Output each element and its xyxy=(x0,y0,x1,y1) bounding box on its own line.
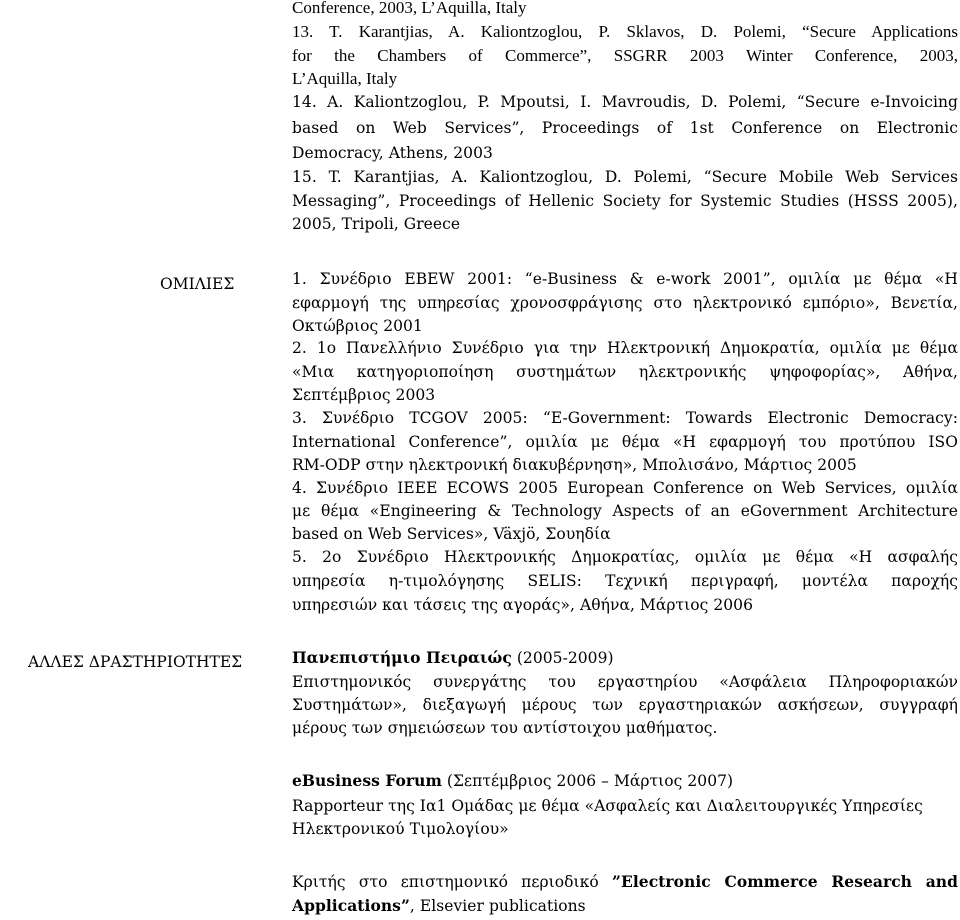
publication-line: based on Web Services”, Proceedings of 1st Conference on Electronic xyxy=(292,119,958,137)
talk-line: 2. 1ο Πανελλήνιο Συνέδριο για την Ηλεκτρονική Δημοκρατία, ομιλία με θέμα xyxy=(292,339,958,357)
talk-line: RM-ODP στην ηλεκτρονική διακυβέρνηση», Μπολισάνο, Μάρτιος 2005 xyxy=(292,456,857,474)
activity-org: eBusiness Forum xyxy=(292,771,442,790)
publication-line: 14. A. Kaliontzoglou, P. Mpoutsi, I. Mavroudis, D. Polemi, “Secure e-Invoicing xyxy=(292,93,958,111)
talk-line: εφαρμογή της υπηρεσίας χρονοσφράγισης στο ηλεκτρονικό εμπόριο», Βενετία, xyxy=(292,294,958,312)
talk-line: Σεπτέμβριος 2003 xyxy=(292,386,436,404)
talk-line: «Μια κατηγοριοποίηση συστημάτων ηλεκτρονικής ψηφοφορίας», Αθήνα, xyxy=(292,363,958,381)
publication-line: 15. T. Karantjias, A. Kaliontzoglou, D. Polemi, “Secure Mobile Web Services xyxy=(292,168,958,186)
activity-period: (Σεπτέμβριος 2006 – Μάρτιος 2007) xyxy=(441,772,734,790)
activity-line xyxy=(292,895,586,917)
publication-line: Democracy, Athens, 2003 xyxy=(292,144,493,162)
activity-heading xyxy=(292,647,614,669)
activity-line: Rapporteur της Ια1 Ομάδας με θέμα «Ασφαλείς και Διαλειτουργικές Υπηρεσίες xyxy=(292,797,923,815)
publication-line: Messaging”, Proceedings of Hellenic Society for Systemic Studies (HSSS 2005), xyxy=(292,192,958,210)
activity-period: (2005-2009) xyxy=(511,649,614,667)
publication-line: for the Chambers of Commerce”, SSGRR 2003 Winter Conference, 2003, xyxy=(292,46,958,65)
other-activities-section-label: ΑΛΛΕΣ ΔΡΑΣΤΗΡΙΟΤΗΤΕΣ xyxy=(28,653,243,671)
talk-line: 1. Συνέδριο EBEW 2001: “e-Business & e-work 2001”, ομιλία με θέμα «Η xyxy=(292,270,958,288)
activity-line: Ηλεκτρονικού Τιμολογίου» xyxy=(292,820,509,838)
talk-line: International Conference”, ομιλία με θέμα «Η εφαρμογή του προτύπου ISO xyxy=(292,433,958,451)
talk-line: υπηρεσιών και τάσεις της αγοράς», Αθήνα, Μάρτιος 2006 xyxy=(292,596,754,614)
activity-line: μέρους των σημειώσεων του αντίστοιχου μαθήματος. xyxy=(292,719,718,737)
talks-section-label: ΟΜΙΛΙΕΣ xyxy=(160,275,235,293)
activity-line xyxy=(292,871,958,893)
talk-line: 4. Συνέδριο IEEE ECOWS 2005 European Conference on Web Services, ομιλία xyxy=(292,479,958,497)
publication-line: 13. T. Karantjias, A. Kaliontzoglou, P. Sklavos, D. Polemi, “Secure Applications xyxy=(292,22,958,41)
publication-line: 2005, Tripoli, Greece xyxy=(292,215,461,233)
activity-heading xyxy=(292,770,733,792)
publisher: , Elsevier publications xyxy=(409,897,586,915)
talk-line: Οκτώβριος 2001 xyxy=(292,317,423,335)
talk-line: 3. Συνέδριο TCGOV 2005: “E-Government: Towards Electronic Democracy: xyxy=(292,409,958,427)
journal-name: Applications” xyxy=(292,896,410,915)
talk-line: based on Web Services», Växjö, Σουηδία xyxy=(292,525,611,543)
activity-line: Επιστημονικός συνεργάτης του εργαστηρίου «Ασφάλεια Πληροφοριακών xyxy=(292,673,958,691)
reviewer-prefix: Κριτής στο επιστημονικό περιοδικό xyxy=(292,873,613,891)
publication-line: Conference, 2003, L’Aquilla, Italy xyxy=(292,0,527,17)
talk-line: 5. 2ο Συνέδριο Ηλεκτρονικής Δημοκρατίας, ομιλία με θέμα «Η ασφαλής xyxy=(292,548,958,566)
talk-line: με θέμα «Engineering & Technology Aspects of an eGovernment Architecture xyxy=(292,502,958,520)
talk-line: υπηρεσία η-τιμολόγησης SELIS: Τεχνική περιγραφή, μοντέλα παροχής xyxy=(292,572,958,590)
journal-name: ”Electronic Commerce Research and xyxy=(612,872,958,891)
activity-org: Πανεπιστήμιο Πειραιώς xyxy=(292,648,512,667)
publication-line: L’Aquilla, Italy xyxy=(292,69,398,88)
activity-line: Συστημάτων», διεξαγωγή μέρους των εργαστηριακών ασκήσεων, συγγραφή xyxy=(292,696,958,714)
